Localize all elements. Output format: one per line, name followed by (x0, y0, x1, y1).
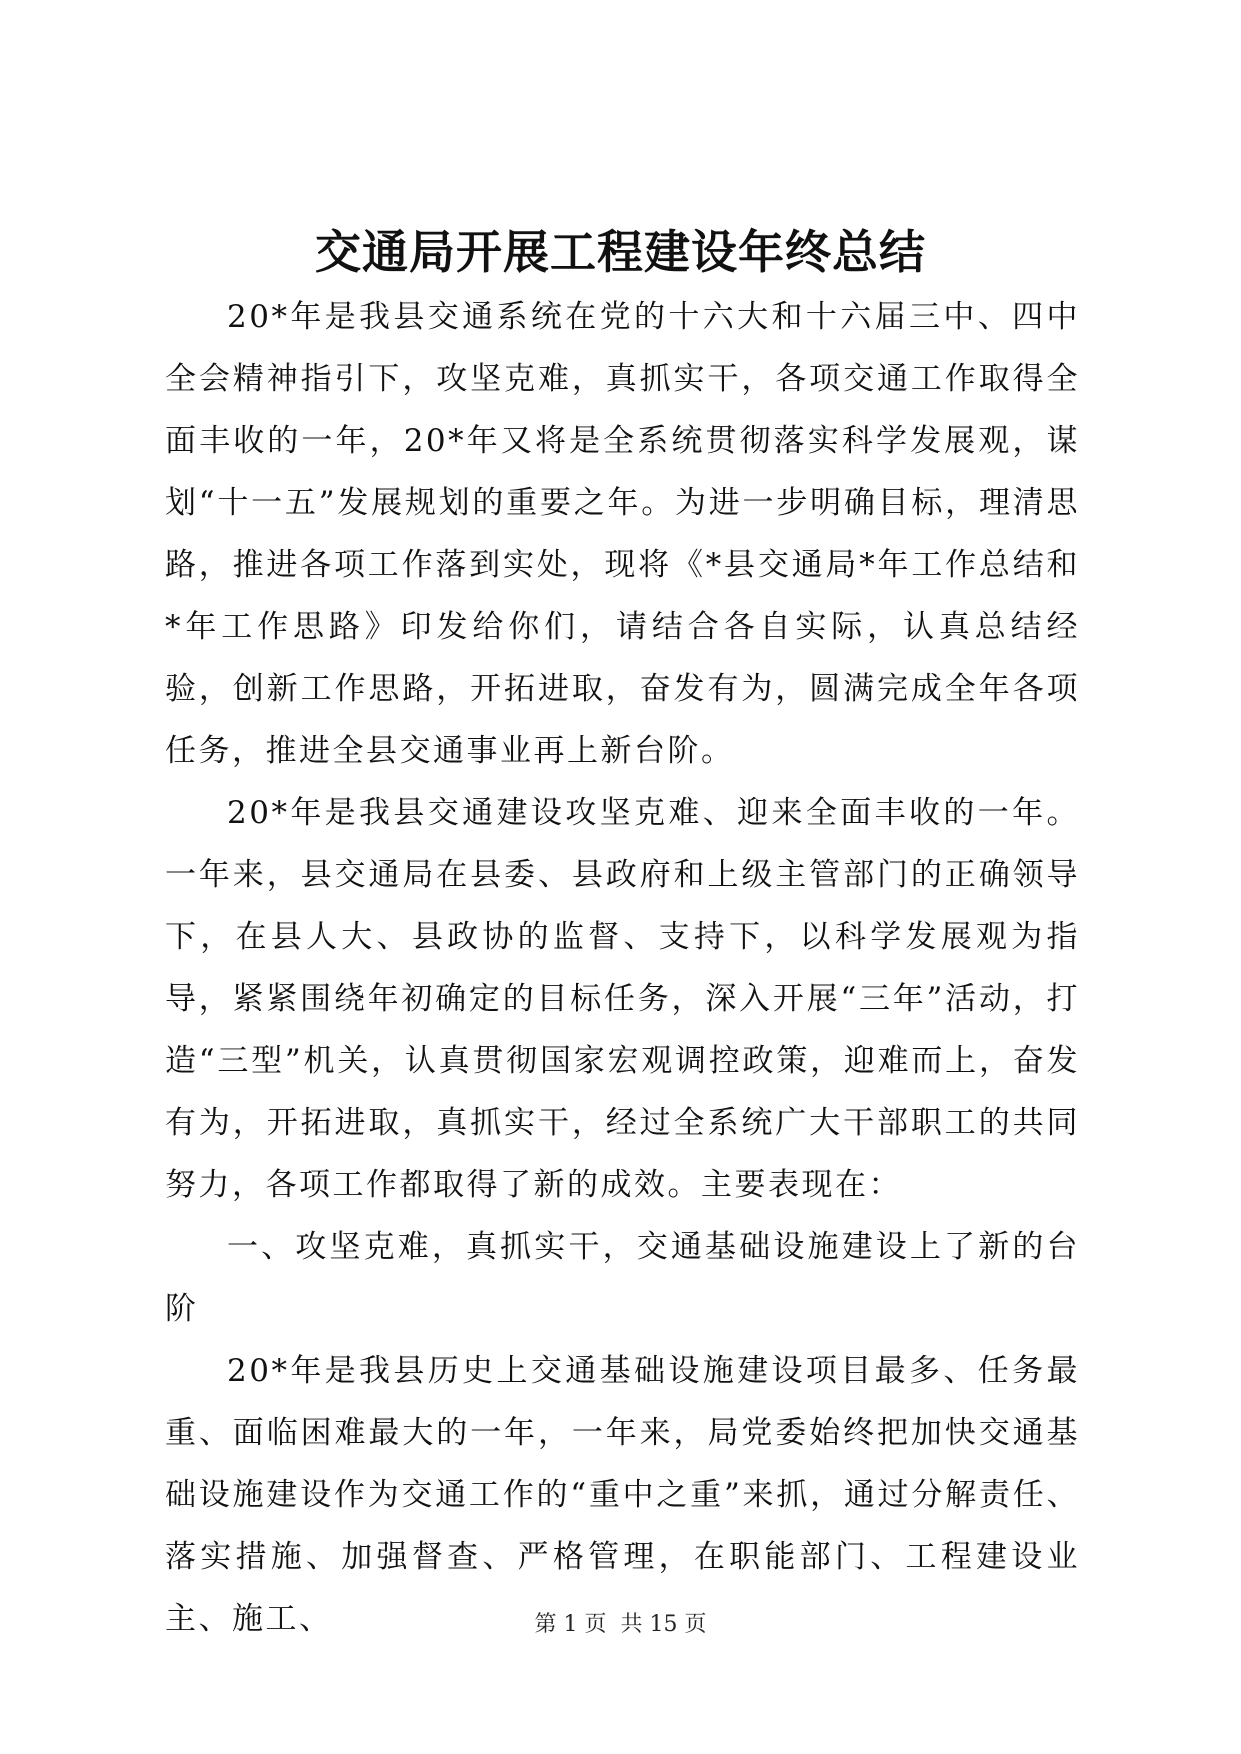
paragraph-infrastructure: 20*年是我县历史上交通基础设施建设项目最多、任务最重、面临困难最大的一年，一年来，局党委始终把加快交通基础设施建设作为交通工作的“重中之重”来抓，通过分解责任、落实措施、加强督查、严格管理，在职能部门、工程建设业主、施工、 (165, 1353, 1080, 1637)
paragraph-intro: 20*年是我县交通系统在党的十六大和十六届三中、四中全会精神指引下，攻坚克难，真抓实干，各项交通工作取得全面丰收的一年，20*年又将是全系统贯彻落实科学发展观，谋划“十一五”发展规划的重要之年。为进一步明确目标，理清思路，推进各项工作落到实处，现将《*县交通局*年工作总结和*年工作思路》印发给你们，请结合各自实际，认真总结经验，创新工作思路，开拓进取，奋发有为，圆满完成全年各项任务，推进全县交通事业再上新台阶。 (165, 299, 1080, 769)
page-footer (0, 1610, 1241, 1640)
document-title: 交通局开展工程建设年终总结 (315, 225, 926, 279)
section-heading-1: 一、攻坚克难，真抓实干，交通基础设施建设上了新的台阶 (165, 1229, 1080, 1327)
document-body (165, 286, 1080, 1650)
page-number-label: 第 1 页 共 15 页 (534, 1612, 707, 1637)
paragraph-summary: 20*年是我县交通建设攻坚克难、迎来全面丰收的一年。一年来，县交通局在县委、县政府和上级主管部门的正确领导下，在县人大、县政协的监督、支持下，以科学发展观为指导，紧紧围绕年初确定的目标任务，深入开展“三年”活动，打造“三型”机关，认真贯彻国家宏观调控政策，迎难而上，奋发有为，开拓进取，真抓实干，经过全系统广大干部职工的共同努力，各项工作都取得了新的成效。主要表现在： (165, 795, 1080, 1203)
